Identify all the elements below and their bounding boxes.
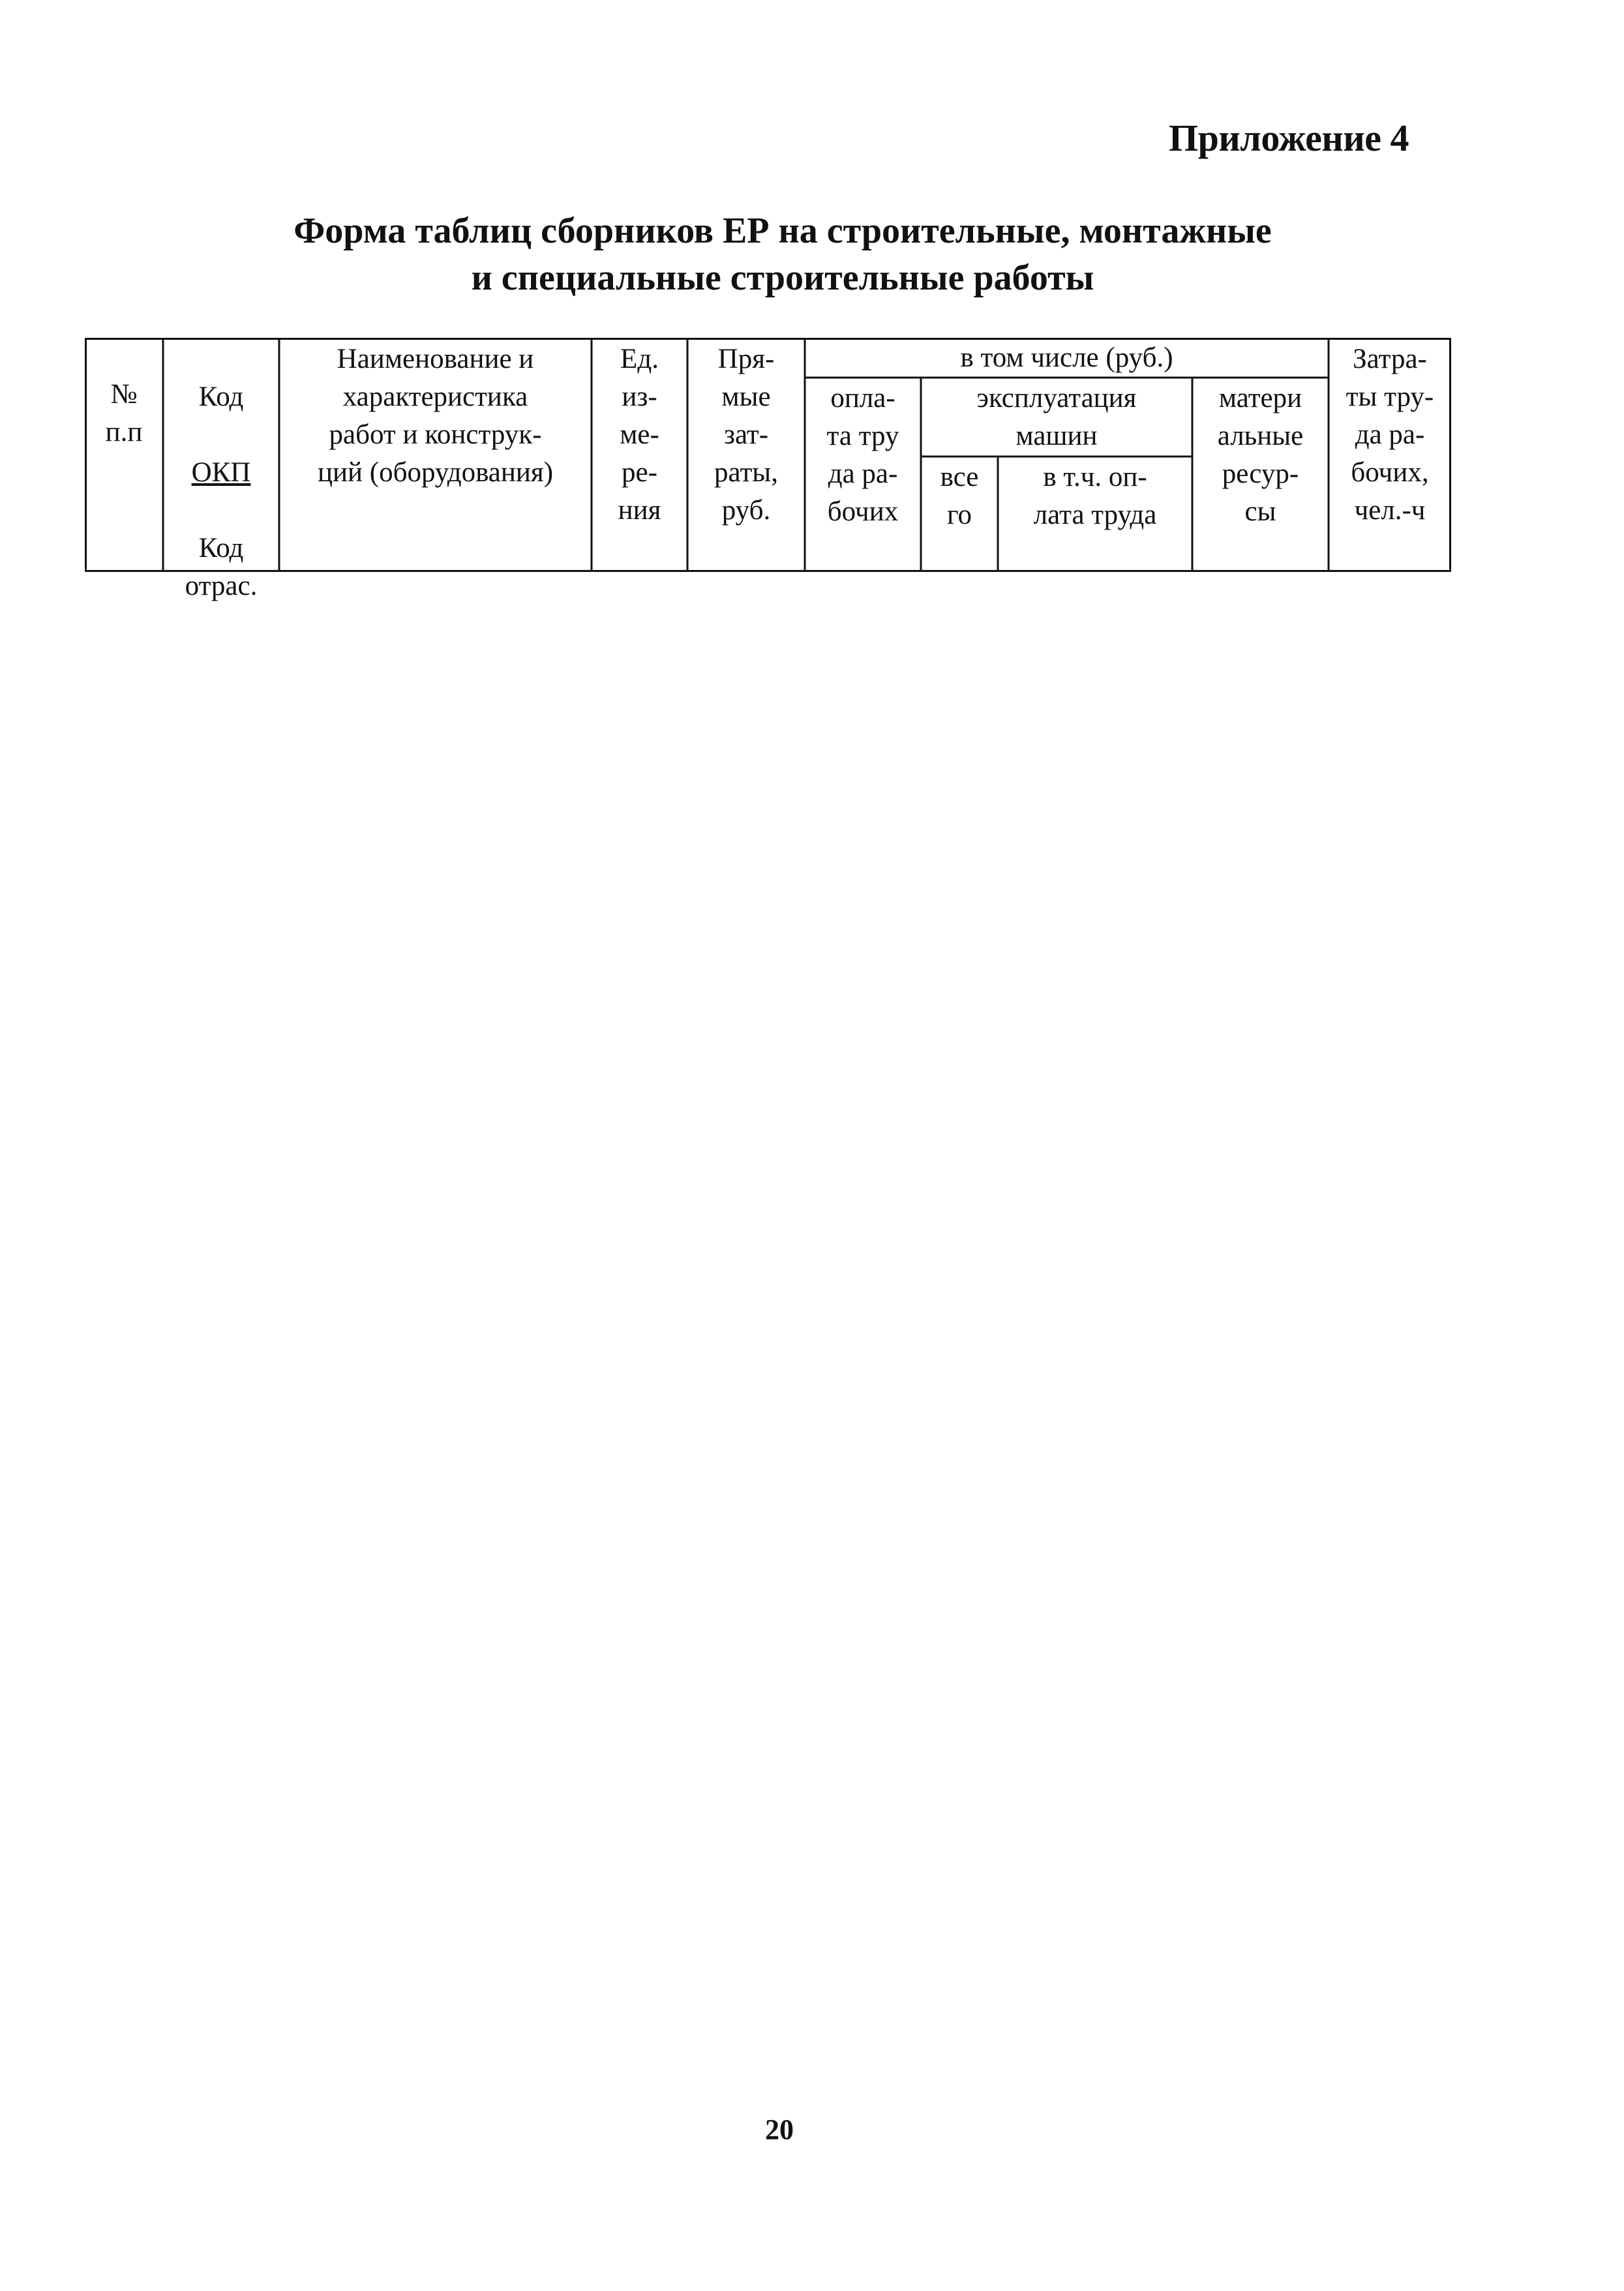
- title-line-1: Форма таблиц сборников ЕР на строительные, монтажные: [293, 211, 1272, 251]
- header-code: [163, 340, 279, 643]
- header-number: № п.п: [105, 379, 143, 447]
- page-number: 20: [765, 2114, 794, 2146]
- document-title: [0, 207, 1565, 301]
- header-including: в том числе (руб.): [960, 342, 1173, 373]
- title-line-2: и специальные строительные работы: [471, 258, 1094, 298]
- estimate-form-table: [85, 338, 1451, 601]
- header-direct-costs: Пря- мые зат- раты, руб.: [714, 344, 778, 526]
- header-code-okp: ОКП: [191, 457, 251, 488]
- header-name: Наименование и характеристика работ и конструк- ций (оборудования): [317, 344, 554, 488]
- header-labor-pay: опла- та тру да ра- бочих: [826, 383, 899, 527]
- header-machines-total: все го: [940, 462, 979, 530]
- header-unit: Ед. из- ме- ре- ния: [618, 344, 661, 526]
- header-code-branch: Код отрас.: [185, 533, 258, 601]
- header-machines-labor-pay: в т.ч. оп- лата труда: [1033, 462, 1157, 530]
- header-machine-operation: эксплуатация машин: [976, 383, 1137, 451]
- header-materials: матери альные ресур- сы: [1217, 383, 1304, 527]
- header-labor-hours: Затра- ты тру- да ра- бочих, чел.-ч: [1346, 344, 1434, 526]
- header-code-label: Код: [198, 382, 244, 412]
- appendix-label: Приложение 4: [1169, 117, 1409, 159]
